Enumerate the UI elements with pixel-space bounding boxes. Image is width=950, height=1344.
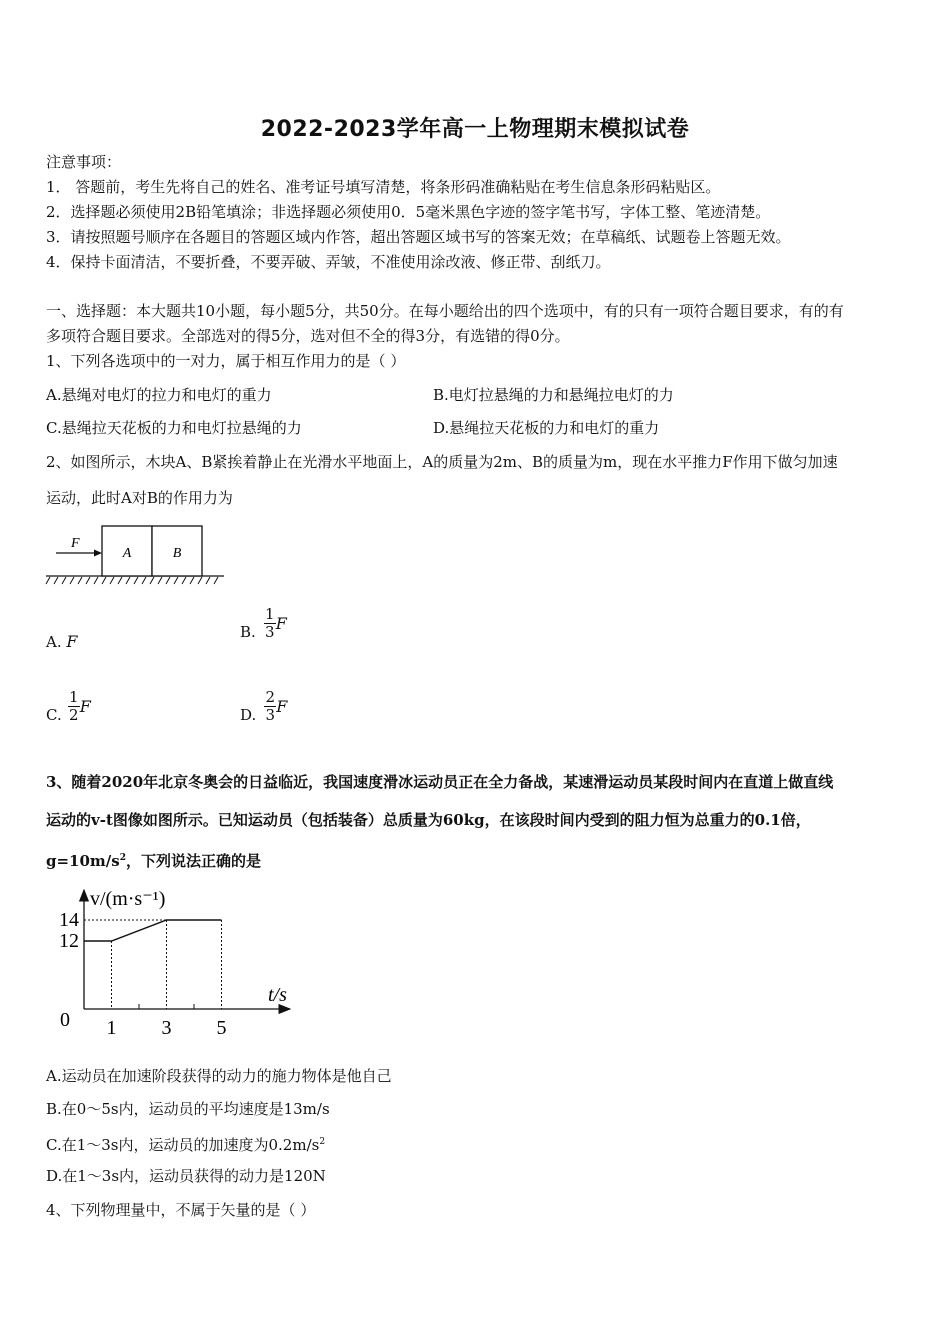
q2-option-d-var: F [276, 697, 288, 716]
y-axis-label: v/(m·s⁻¹) [90, 888, 166, 910]
ground-hatching [46, 577, 218, 584]
q3-stem-line1: 3、随着2020年北京冬奥会的日益临近，我国速度滑冰运动员正在全力备战，某速滑运动员某段时间内在直道上做直线 [46, 773, 834, 791]
q2-stem-line1: 2、如图所示，木块A、B紧挨着静止在光滑水平地面上，A的质量为2m、B的质量为m，现在水平推力F作用下做匀加速 [46, 453, 838, 471]
notice-item-1: 1． 答题前，考生先将自己的姓名、准考证号填写清楚，将条形码准确粘贴在考生信息条形码粘贴区。 [46, 178, 721, 196]
q2-blocks-figure [44, 520, 229, 588]
fraction-denominator: 3 [265, 706, 276, 724]
q1-stem: 1、下列各选项中的一对力，属于相互作用力的是（ ） [46, 352, 406, 370]
fraction-denominator: 3 [265, 623, 275, 641]
block-b-label: B [172, 546, 182, 561]
section-intro-line1: 一、选择题：本大题共10小题，每小题5分，共50分。在每小题给出的四个选项中，有的只有一项符合题目要求，有的有 [46, 302, 844, 320]
fraction-denominator: 2 [68, 706, 79, 724]
q2-option-d-letter: D. [240, 705, 257, 724]
fraction-numerator: 1 [68, 688, 79, 706]
series-line [84, 920, 222, 941]
q2-option-d [240, 689, 287, 724]
q3-option-c [46, 1132, 325, 1155]
q3-option-d: D.在1～3s内，运动员获得的动力是120N [46, 1167, 326, 1185]
x-axis-label: t/s [268, 984, 287, 1006]
q2-stem-line2: 运动，此时A对B的作用力为 [46, 489, 233, 507]
q2-option-b-letter: B. [240, 622, 256, 641]
q2-option-c-letter: C. [46, 705, 62, 724]
q2-option-c-var: F [79, 697, 91, 716]
q2-option-a [46, 632, 78, 652]
force-label: F [71, 536, 80, 551]
page-title: 2022-2023学年高一上物理期末模拟试卷 [260, 117, 690, 142]
fraction-numerator: 2 [265, 688, 276, 706]
q3-stem-line2: 运动的v-t图像如图所示。已知运动员（包括装备）总质量为60kg，在该段时间内受到的阻力恒为总重力的0.1倍， [46, 811, 811, 829]
x-tick-1: 1 [106, 1017, 117, 1038]
q4-stem: 4、下列物理量中，不属于矢量的是（ ） [46, 1201, 316, 1219]
q2-option-b-var: F [275, 614, 287, 633]
q2-option-c [46, 689, 91, 724]
q3-g-exponent: 2 [119, 853, 126, 863]
q3-option-c-text: C.在1～3s内，运动员的加速度为0.2m/s [46, 1136, 320, 1154]
q3-option-a: A.运动员在加速阶段获得的动力的施力物体是他自己 [46, 1067, 392, 1085]
q3-stem-line3 [46, 848, 261, 871]
section-intro-line2: 多项符合题目要求。全部选对的得5分，选对但不全的得3分，有选错的得0分。 [46, 327, 570, 345]
notice-item-4: 4．保持卡面清洁，不要折叠，不要弄破、弄皱，不准使用涂改液、修正带、刮纸刀。 [46, 253, 611, 271]
force-arrowhead [94, 550, 102, 557]
y-tick-14: 14 [59, 909, 79, 931]
x-tick-3: 3 [161, 1017, 172, 1038]
notice-heading: 注意事项： [46, 153, 122, 171]
q3-option-c-exponent: 2 [319, 1137, 326, 1147]
q2-option-c-fraction [68, 689, 80, 724]
y-tick-12: 12 [59, 930, 79, 952]
q3-g-value: g=10m/s [46, 852, 120, 870]
x-tick-5: 5 [216, 1017, 227, 1038]
q1-option-b: B.电灯拉悬绳的力和悬绳拉电灯的力 [433, 386, 674, 404]
q1-option-d: D.悬绳拉天花板的力和电灯的重力 [433, 419, 660, 437]
q2-option-a-value: F [66, 632, 78, 651]
vt-chart [50, 878, 305, 1038]
notice-item-2: 2．选择题必须使用2B铅笔填涂；非选择题必须使用0．5毫米黑色字迹的签字笔书写，字体工整、笔迹清楚。 [46, 203, 771, 221]
block-a-label: A [122, 546, 132, 561]
q2-option-b-fraction [264, 606, 276, 641]
q1-option-a: A.悬绳对电灯的拉力和电灯的重力 [46, 386, 272, 404]
q1-option-c: C.悬绳拉天花板的力和电灯拉悬绳的力 [46, 419, 302, 437]
notice-item-3: 3．请按照题号顺序在各题目的答题区域内作答，超出答题区域书写的答案无效；在草稿纸、试题卷上答题无效。 [46, 228, 791, 246]
q2-option-d-fraction [264, 689, 276, 724]
q3-option-b: B.在0～5s内，运动员的平均速度是13m/s [46, 1100, 330, 1118]
q3-stem-tail: ，下列说法正确的是 [126, 852, 262, 870]
fraction-numerator: 1 [265, 605, 275, 623]
q2-option-b [240, 606, 287, 641]
q2-option-a-letter: A. [46, 633, 62, 651]
origin-label: 0 [60, 1009, 70, 1031]
